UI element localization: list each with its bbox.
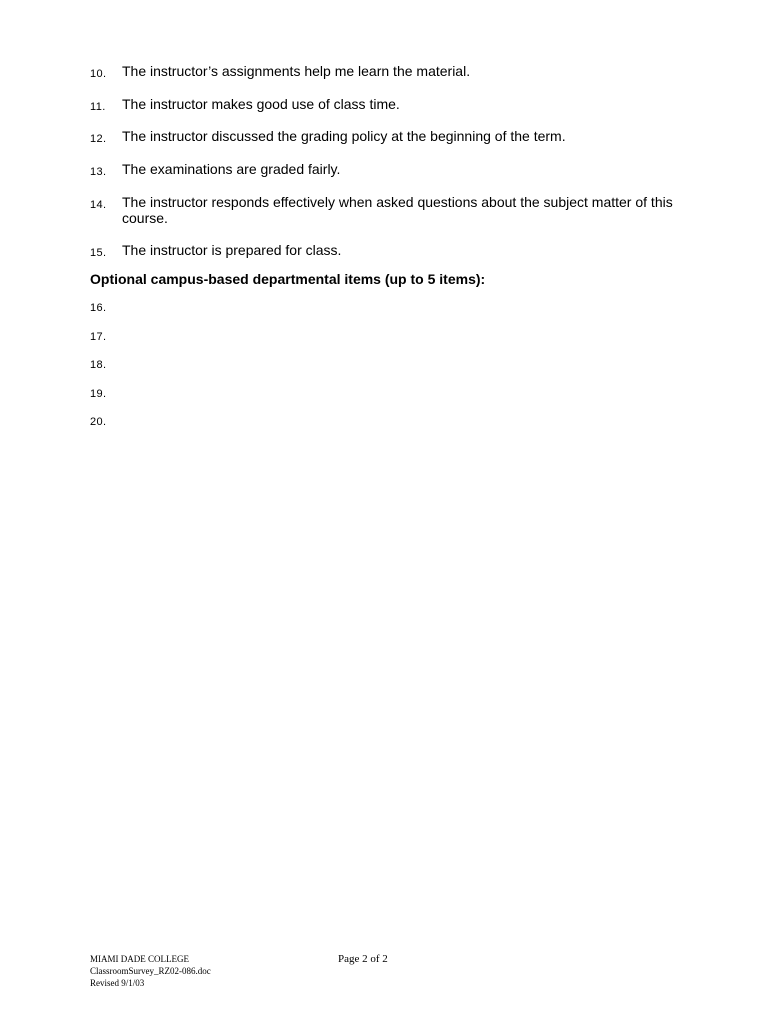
optional-item-19: 19. [90, 388, 107, 400]
footer-filename: ClassroomSurvey_RZ02-086.doc [90, 966, 211, 976]
optional-item-16: 16. [90, 302, 107, 314]
footer-college: MIAMI DADE COLLEGE [90, 954, 189, 964]
item-text: The instructor makes good use of class time. [122, 96, 400, 112]
item-text: The instructor discussed the grading policy at the beginning of the term. [122, 128, 566, 144]
footer-info [90, 953, 211, 989]
item-text: The instructor’s assignments help me learn the material. [122, 63, 471, 79]
item-number: 14. [90, 199, 107, 211]
optional-items-heading: Optional campus-based departmental items (up to 5 items): [90, 271, 486, 287]
item-number: 10. [90, 68, 107, 80]
optional-item-17: 17. [90, 331, 107, 343]
item-text: The instructor is prepared for class. [122, 242, 342, 258]
optional-item-18: 18. [90, 359, 107, 371]
item-number: 13. [90, 166, 107, 178]
item-text: The examinations are graded fairly. [122, 161, 341, 177]
item-number: 12. [90, 133, 107, 145]
page-number: Page 2 of 2 [338, 953, 388, 965]
optional-item-20: 20. [90, 416, 107, 428]
item-number: 11. [90, 101, 106, 113]
item-number: 15. [90, 247, 107, 259]
footer-revised: Revised 9/1/03 [90, 978, 145, 988]
item-text: The instructor responds effectively when asked questions about the subject matter of this course. [122, 194, 673, 226]
